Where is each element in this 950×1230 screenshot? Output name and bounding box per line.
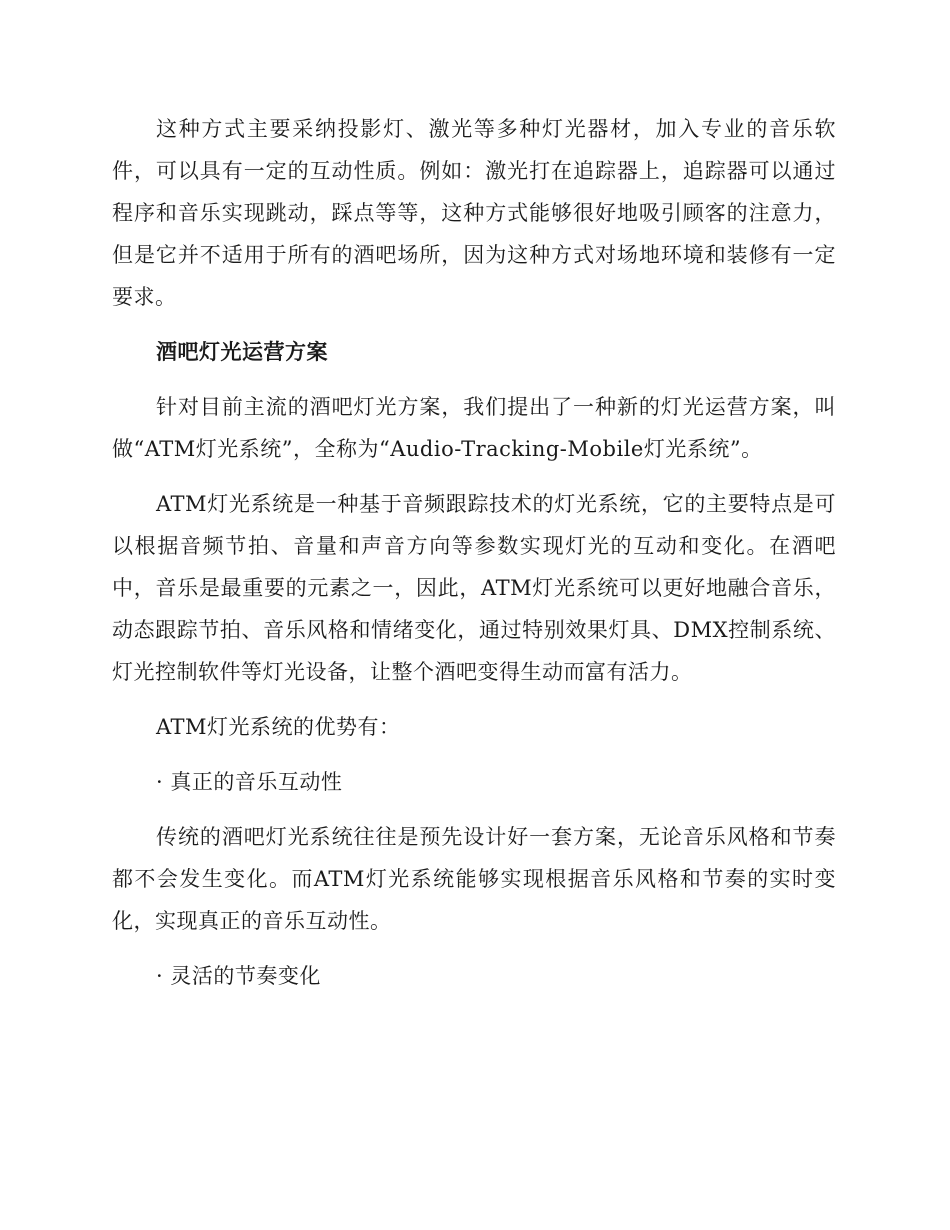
bullet-music-interactivity: · 真正的音乐互动性 <box>156 770 343 794</box>
paragraph-traditional-vs-atm: 传统的酒吧灯光系统往往是预先设计好一套方案，无论音乐风格和节奏都不会发生变化。而ATM灯光系统能够实现根据音乐风格和节奏的实时变化，实现真正的音乐互动性。 <box>112 825 836 933</box>
paragraph-advantages-intro: ATM灯光系统的优势有： <box>156 715 401 739</box>
section-heading-bar-lighting-plan: 酒吧灯光运营方案 <box>156 339 328 364</box>
paragraph-atm-intro: 针对目前主流的酒吧灯光方案，我们提出了一种新的灯光运营方案，叫做“ATM灯光系统”，全称为“Audio-Tracking-Mobile灯光系统”。 <box>112 395 836 461</box>
bullet-flexible-rhythm: · 灵活的节奏变化 <box>156 964 321 988</box>
document-body <box>112 108 836 1010</box>
paragraph-atm-description: ATM灯光系统是一种基于音频跟踪技术的灯光系统，它的主要特点是可以根据音频节拍、音量和声音方向等参数实现灯光的互动和变化。在酒吧中，音乐是最重要的元素之一，因此，ATM灯光系统可以更好地融合音乐，动态跟踪节拍、音乐风格和情绪变化，通过特别效果灯具、DMX控制系统、灯光控制软件等灯光设备，让整个酒吧变得生动而富有活力。 <box>112 492 836 684</box>
paragraph-projection-laser: 这种方式主要采纳投影灯、激光等多种灯光器材，加入专业的音乐软件，可以具有一定的互动性质。例如：激光打在追踪器上，追踪器可以通过程序和音乐实现跳动，踩点等等，这种方式能够很好地吸引顾客的注意力，但是它并不适用于所有的酒吧场所，因为这种方式对场地环境和装修有一定要求。 <box>112 117 836 309</box>
